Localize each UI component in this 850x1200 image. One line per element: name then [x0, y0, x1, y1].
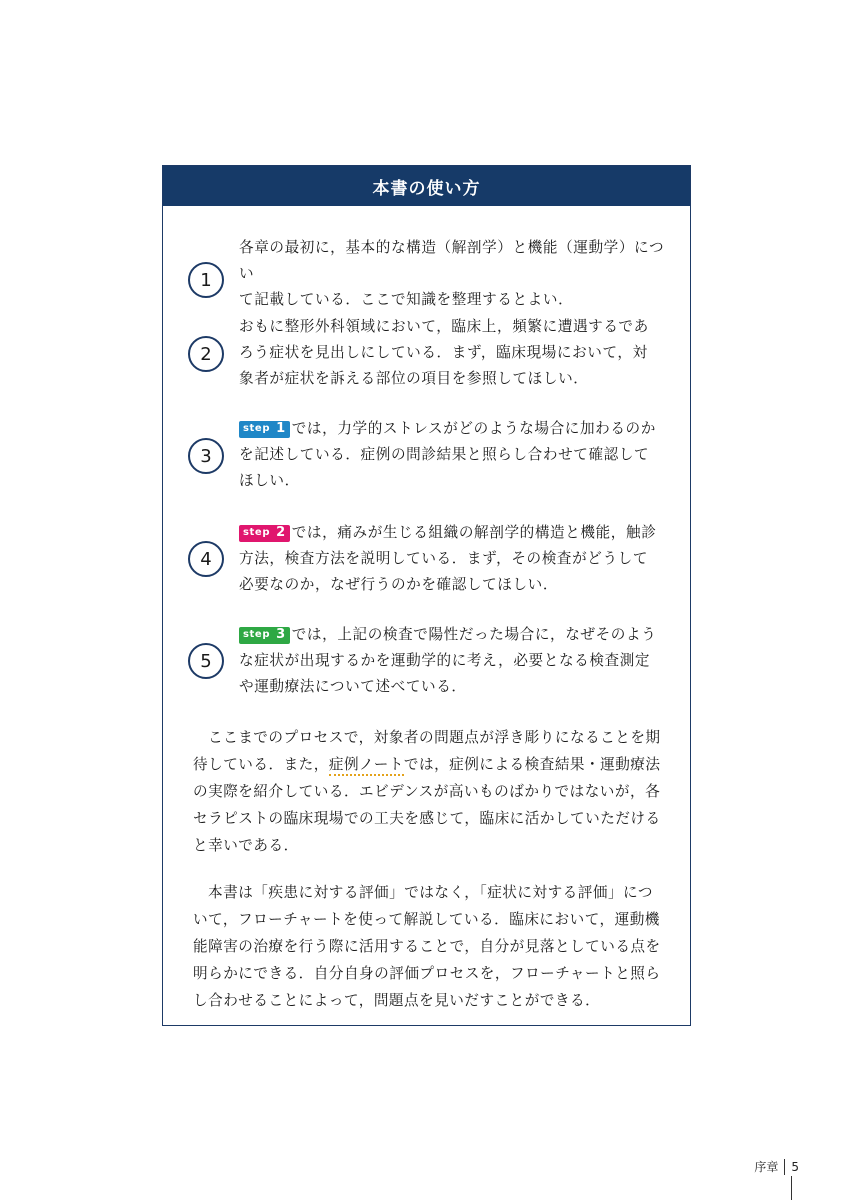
step-2-badge-word: step: [243, 527, 271, 538]
footer-rule: [791, 1176, 792, 1200]
usage-box: [162, 165, 691, 1026]
item-3-line-3: ほしい．: [239, 472, 300, 489]
page-number: 5: [791, 1159, 799, 1174]
step-3-badge: [239, 627, 290, 644]
number-circle-2: 2: [188, 336, 224, 372]
item-text-5: [239, 622, 669, 700]
footer-separator: [784, 1159, 785, 1175]
item-4-line-1: [239, 520, 669, 546]
item-1-line-1: 各章の最初に，基本的な構造（解剖学）と機能（運動学）につい: [239, 239, 665, 282]
paragraph-process: [193, 724, 665, 859]
item-1-line-2: て記載している．ここで知識を整理するとよい．: [239, 291, 574, 308]
number-circle-4: 4: [188, 541, 224, 577]
item-4-line-3: 必要なのか，なぜ行うのかを確認してほしい．: [239, 576, 559, 593]
item-3-line-1: [239, 416, 669, 442]
step-3-badge-word: step: [243, 629, 271, 640]
chapter-label: 序章: [754, 1160, 779, 1174]
case-note-highlight: 症例ノート: [329, 756, 404, 776]
number-circle-3: 3: [188, 438, 224, 474]
item-2-line-2: ろう症状を見出しにしている．まず，臨床現場において，対: [239, 344, 648, 361]
item-4-line-2: 方法，検査方法を説明している．まず，その検査がどうして: [239, 550, 649, 567]
item-5-line-2: な症状が出現するかを運動学的に考え，必要となる検査測定: [239, 652, 651, 669]
item-3-line-2: を記述している．症例の問診結果と照らし合わせて確認して: [239, 446, 650, 463]
item-4-line-1-text: では，痛みが生じる組織の解剖学的構造と機能，触診: [291, 524, 657, 541]
step-3-badge-num: 3: [276, 627, 286, 642]
item-text-1: [239, 235, 669, 313]
item-2-line-3: 象者が症状を訴える部位の項目を参照してほしい．: [239, 370, 589, 387]
paragraph-1-before: ここまでのプロセスで，対象者の問題点が浮き彫りになることを期待している．また，: [193, 729, 661, 773]
item-5-line-1-text: では，上記の検査で陽性だった場合に，なぜそのよう: [291, 626, 657, 643]
step-1-badge-num: 1: [276, 421, 286, 436]
item-text-2: [239, 314, 669, 392]
item-text-3: [239, 416, 669, 494]
item-5-line-3: や運動療法について述べている．: [239, 678, 467, 695]
number-circle-5: 5: [188, 643, 224, 679]
page-footer: [754, 1158, 799, 1175]
number-circle-1: 1: [188, 262, 224, 298]
step-1-badge: [239, 421, 290, 438]
paragraph-flowchart: 本書は「疾患に対する評価」ではなく，「症状に対する評価」について，フローチャートを使って解説している．臨床において，運動機能障害の治療を行う際に活用することで，自分が見落としている点を明らかにできる．自分自身の評価プロセスを，フローチャートと照らし合わせることによって，問題点を見いだすことができる．: [193, 884, 661, 1009]
item-3-line-1-text: では，力学的ストレスがどのような場合に加わるのか: [291, 420, 656, 437]
step-2-badge-num: 2: [276, 525, 286, 540]
item-5-line-1: [239, 622, 669, 648]
step-1-badge-word: step: [243, 423, 271, 434]
item-2-line-1: おもに整形外科領域において，臨床上，頻繁に遭遇するであ: [239, 318, 649, 335]
box-title: 本書の使い方: [163, 166, 690, 206]
paragraph-1-after: では，症例による検査結果・運動療法の実際を紹介している．エビデンスが高いものばかりではないが，各セラピストの臨床現場での工夫を感じて，臨床に活かしていただけると幸いである．: [193, 756, 661, 854]
item-text-4: [239, 520, 669, 598]
step-2-badge: [239, 525, 290, 542]
